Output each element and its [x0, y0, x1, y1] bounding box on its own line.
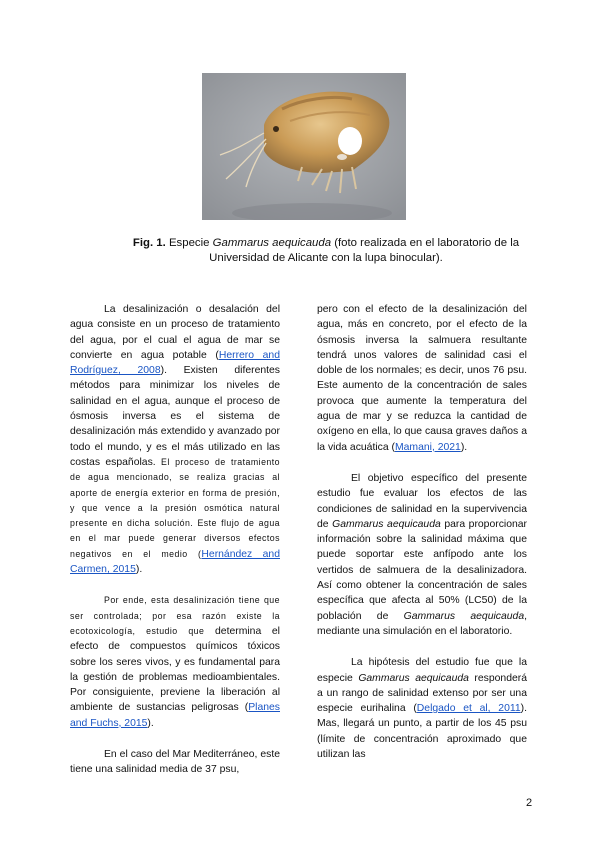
paragraph: [70, 747, 280, 778]
species-name: Gammarus aequicauda: [332, 518, 441, 530]
figure-photo: [202, 73, 406, 220]
right-p2-text-b: para proporcionar información sobre la salinidad máxima que puede soportar este anfípodo ante los vertidos de salmuera de la desalinizadora. Así como obtener la concentración de sales específica que afecta al 50% (LC50) de la población de: [317, 518, 527, 622]
paragraph: [317, 471, 527, 639]
right-p2-text-a: El objetivo específico del presente estudio fue evaluar los efectos de las condiciones de salinidad en la supervivencia de: [317, 472, 527, 530]
citation-link[interactable]: Planes and Fuchs, 2015: [70, 702, 280, 729]
left-p1-text-c: ).: [135, 564, 143, 576]
left-p1-text-b: ). Existen diferentes métodos para minimizar los niveles de salinidad en el agua, aunque el proceso de ósmosis inversa es el sistema de desalinización más extendido y avanzado por todo el mundo, y es el más utilizado en las costas españolas.: [70, 365, 280, 468]
amphipod-photo-icon: [202, 73, 406, 220]
right-p3-text-b: responderá a un rango de salinidad extenso por ser una especie eurihalina (: [317, 672, 527, 715]
figure-caption: [126, 236, 526, 266]
citation-link[interactable]: Hernández and Carmen, 2015: [70, 548, 280, 576]
right-p1-text-b: ).: [460, 441, 468, 453]
right-p3-text-c: ). Mas, llegará un punto, a partir de los 45 psu (límite de concentración aproximado que utilizan las: [317, 703, 527, 761]
right-p3-text-a: La hipótesis del estudio fue que la especie: [317, 657, 527, 684]
right-column: [317, 302, 527, 762]
left-p3-text: En el caso del Mar Mediterráneo, este tiene una salinidad media de 37 psu,: [70, 749, 280, 776]
page-number: 2: [526, 797, 533, 809]
right-p1-text-a: pero con el efecto de la desalinización del agua, más en concreto, por el efecto de la ósmosis inversa la salmuera resultante tendrá unos valores de salinidad casi el doble de los normales; es decir, unos 76 psu. Este aumento de la concentración de sales provoca que aumente la temperatura del agua de mar y se reduzca la cantidad de oxígeno en ella, lo que causa graves daños a la vida acuática (: [317, 304, 527, 453]
citation-link[interactable]: Herrero and Rodríguez, 2008: [70, 349, 280, 377]
paragraph: [70, 593, 280, 731]
species-name: Gammarus aequicauda: [358, 672, 469, 684]
species-name: Gammarus aequicauda: [403, 610, 525, 622]
caption-label: Fig. 1.: [132, 237, 166, 249]
paragraph: [317, 302, 527, 455]
left-p2-text-b: ).: [147, 717, 154, 729]
right-p2-text-c: , mediante una simulación en el laboratorio.: [317, 610, 527, 637]
left-p2-text-a: determina el efecto de compuestos químicos tóxicos sobre los seres vivos, y es fundamental para la gestión de problemas medioambientales. Por consiguiente, previene la liberación al ambiente de sustancias peligrosas (: [70, 625, 280, 714]
paragraph: [70, 302, 280, 577]
left-p1-small-text: El proceso de tratamiento de agua mencionado, se realiza gracias al aporte de energía exterior en forma de presión, y que vence a la presión osmótica natural presente en dicha solución. Este flujo de agua en el mar puede generar diversos efectos negativos en el medio (: [70, 456, 280, 559]
caption-text-post: (foto realizada en el laboratorio de la Universidad de Alicante con la lupa binocular).: [209, 237, 520, 264]
paragraph: [317, 655, 527, 762]
caption-species: Gammarus aequicauda: [212, 237, 332, 249]
left-p1-text-a: La desalinización o desalación del agua consiste en un proceso de tratamiento del agua, por el cual el agua de mar se convierte en agua potable (: [70, 304, 280, 361]
left-column: [70, 302, 280, 778]
caption-text-pre: Especie: [165, 237, 213, 249]
citation-link[interactable]: Mamani, 2021: [394, 441, 461, 453]
citation-link[interactable]: Delgado et al, 2011: [416, 703, 521, 715]
left-p2-small-text: Por ende, esta desalinización tiene que ser controlada; por esa razón existe la ecotoxicología, estudio que: [70, 595, 280, 636]
